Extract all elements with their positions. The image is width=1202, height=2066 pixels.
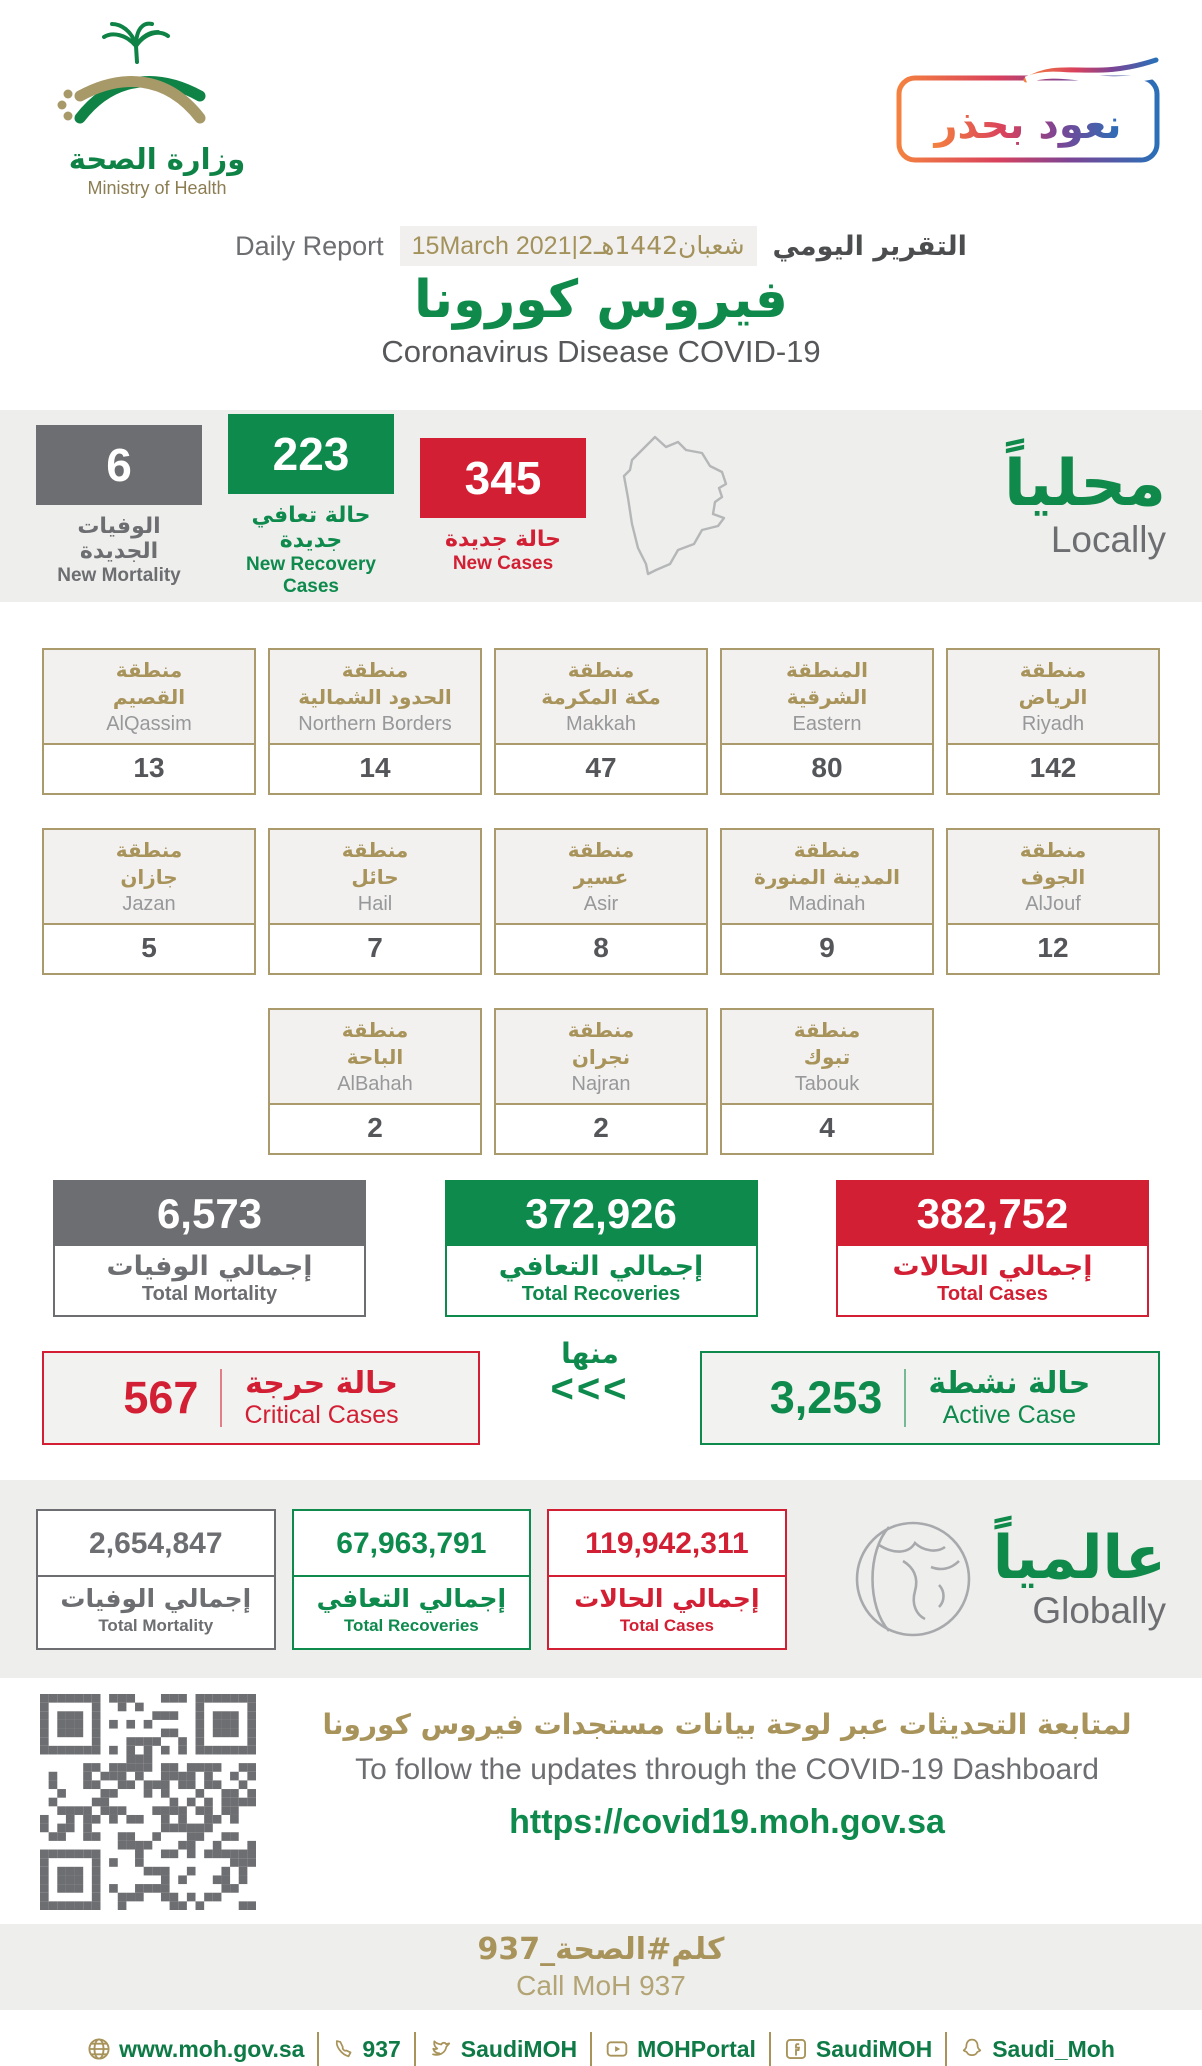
new-cases-label-ar: حالة جديدة	[445, 526, 561, 552]
region-case-count: 2	[593, 1112, 609, 1143]
return-with-caution-badge	[894, 52, 1164, 164]
divider	[414, 2032, 416, 2066]
global-cases-value: 119,942,311	[549, 1511, 785, 1577]
region-name-ar-line1: منطقة	[567, 1018, 635, 1042]
total-mortality-label-ar: إجمالي الوفيات	[106, 1251, 313, 1282]
total-recoveries-value: 372,926	[447, 1182, 756, 1246]
region-case-count: 12	[1037, 932, 1069, 963]
region-card-riyadh	[946, 648, 1160, 795]
logo-title-arabic: وزارة الصحة	[68, 142, 246, 176]
report-title-row	[0, 226, 1202, 266]
region-case-count: 13	[133, 752, 165, 783]
region-card-asir	[494, 828, 708, 975]
region-name-en: Najran	[571, 1073, 631, 1095]
divider	[904, 1369, 906, 1427]
region-name-ar-line1: منطقة	[567, 658, 635, 682]
critical-active-row	[42, 1337, 1160, 1445]
region-name-en: Asir	[583, 893, 619, 915]
dashboard-section	[0, 1694, 1202, 1910]
report-date-hijri: 2شعبان1442هـ	[577, 231, 745, 260]
new-mortality-stat	[36, 425, 202, 587]
moh-logo	[52, 22, 262, 199]
footer-link-youtube[interactable]	[605, 2036, 756, 2063]
total-recoveries-label-en: Total Recoveries	[521, 1283, 681, 1305]
chevrons-left-icon: <<<	[550, 1367, 630, 1411]
region-card-hail	[268, 828, 482, 975]
region-name-ar-line1: منطقة	[341, 658, 409, 682]
footer-link-label: Saudi_Moh	[992, 2035, 1115, 2062]
region-case-count: 80	[811, 752, 843, 783]
region-card-tabouk	[720, 1008, 934, 1155]
region-card-alqassim	[42, 648, 256, 795]
region-name-ar-line2: الباحة	[346, 1045, 404, 1069]
header	[0, 0, 1202, 222]
global-recoveries-box	[292, 1509, 532, 1650]
footer-link-website[interactable]	[87, 2036, 304, 2063]
global-recoveries-label-en: Total Recoveries	[343, 1615, 479, 1635]
region-case-count: 47	[585, 752, 617, 783]
new-mortality-value: 6	[36, 425, 202, 505]
region-name-en: Eastern	[792, 713, 862, 735]
globe-icon	[87, 2037, 111, 2061]
divider	[590, 2032, 592, 2066]
totals-row	[53, 1180, 1149, 1317]
divider	[769, 2032, 771, 2066]
report-date-gregorian: 15March 2021	[411, 232, 572, 260]
globally-section	[0, 1480, 1202, 1678]
global-cases-box	[547, 1509, 787, 1650]
daily-report-label-ar: التقرير اليومي	[772, 230, 967, 262]
region-name-en: Makkah	[565, 713, 637, 735]
region-name-ar-line1: منطقة	[793, 838, 861, 862]
new-recoveries-stat	[228, 414, 394, 598]
footer-contact-bar	[0, 2032, 1202, 2066]
critical-cases-value: 567	[123, 1372, 199, 1423]
phone-icon	[332, 2038, 354, 2060]
dashboard-line-ar: لمتابعة التحديثات عبر لوحة بيانات مستجدات فيروس كورونا	[322, 1708, 1132, 1741]
dashboard-url-link[interactable]: https://covid19.moh.gov.sa	[509, 1803, 945, 1841]
footer-link-twitter[interactable]	[429, 2036, 577, 2063]
call-moh-band	[0, 1924, 1202, 2010]
region-case-count: 9	[819, 932, 835, 963]
globe-icon	[849, 1515, 977, 1643]
footer-link-facebook[interactable]	[784, 2036, 932, 2063]
daily-report-label-en: Daily Report	[235, 230, 384, 261]
region-name-en: Hail	[357, 893, 393, 915]
regions-grid	[42, 648, 1160, 1155]
footer-link-label: SaudiMOH	[815, 2035, 933, 2062]
region-case-count: 5	[141, 932, 157, 963]
global-mortality-box	[36, 1509, 276, 1650]
region-card-northern-borders	[268, 648, 482, 795]
active-cases-box	[700, 1351, 1160, 1445]
globally-heading-en: Globally	[1032, 1589, 1166, 1631]
region-name-ar-line2: الرياض	[1018, 685, 1088, 709]
locally-heading-en: Locally	[1050, 518, 1166, 560]
snapchat-icon	[960, 2037, 984, 2061]
report-date	[400, 226, 757, 266]
region-card-najran	[494, 1008, 708, 1155]
region-name-ar-line2: عسير	[573, 865, 629, 889]
twitter-icon	[429, 2037, 453, 2061]
call-moh-ar: كلم#الصحة_937	[477, 1932, 725, 1967]
global-cases-label-ar: إجمالي الحالات	[574, 1583, 760, 1613]
total-mortality-label-en: Total Mortality	[141, 1283, 278, 1305]
region-card-makkah	[494, 648, 708, 795]
footer-link-label: 937	[362, 2035, 401, 2062]
region-name-ar-line1: منطقة	[793, 1018, 861, 1042]
region-name-ar-line2: مكة المكرمة	[541, 685, 661, 709]
global-mortality-value: 2,654,847	[38, 1511, 274, 1577]
of-which-label-ar: منها	[561, 1337, 619, 1370]
critical-cases-label-ar: حالة حرجة	[245, 1366, 398, 1401]
logo-title-english: Ministry of Health	[87, 178, 227, 198]
footer-link-snapchat[interactable]	[960, 2036, 1115, 2063]
critical-cases-box	[42, 1351, 480, 1445]
date-separator: |	[571, 232, 578, 260]
total-cases-label-en: Total Cases	[937, 1283, 1048, 1305]
region-name-ar-line2: المدينة المنورة	[754, 865, 900, 889]
region-case-count: 14	[359, 752, 391, 783]
region-name-ar-line2: القصيم	[112, 685, 186, 709]
region-name-ar-line2: نجران	[571, 1045, 631, 1069]
total-cases-value: 382,752	[838, 1182, 1147, 1246]
region-name-en: AlJouf	[1025, 893, 1081, 915]
region-card-albahah	[268, 1008, 482, 1155]
new-recoveries-value: 223	[228, 414, 394, 494]
active-cases-label-en: Active Case	[942, 1401, 1076, 1429]
global-cases-label-en: Total Cases	[619, 1615, 714, 1635]
globally-heading	[992, 1522, 1166, 1632]
new-mortality-label-ar: الوفيات الجديدة	[77, 514, 161, 564]
globally-heading-ar: عالمياً	[992, 1522, 1166, 1593]
region-name-ar-line1: المنطقة	[786, 658, 868, 682]
divider	[945, 2032, 947, 2066]
region-name-en: AlQassim	[106, 713, 192, 735]
poster-title-arabic: فيروس كورونا	[414, 270, 788, 330]
region-card-aljouf	[946, 828, 1160, 975]
region-case-count: 7	[367, 932, 383, 963]
region-name-ar-line1: منطقة	[115, 838, 183, 862]
divider	[317, 2032, 319, 2066]
locally-heading-ar: محلياً	[1003, 447, 1166, 522]
total-mortality-value: 6,573	[55, 1182, 364, 1246]
footer-link-label: MOHPortal	[637, 2035, 756, 2062]
active-cases-value: 3,253	[769, 1372, 883, 1423]
region-name-ar-line2: الجوف	[1020, 865, 1086, 889]
total-cases-label-ar: إجمالي الحالات	[892, 1251, 1093, 1282]
active-cases-label-ar: حالة نشطة	[928, 1366, 1091, 1401]
region-name-ar-line1: منطقة	[115, 658, 183, 682]
new-cases-stat	[420, 438, 586, 575]
qr-code	[40, 1694, 256, 1910]
region-name-en: Northern Borders	[298, 713, 452, 735]
locally-heading	[1003, 447, 1166, 560]
region-name-en: AlBahah	[337, 1073, 413, 1095]
region-name-en: Madinah	[788, 893, 866, 915]
of-which-indicator	[480, 1337, 700, 1411]
call-moh-en: Call MoH 937	[516, 1970, 686, 2001]
region-name-ar-line1: منطقة	[341, 1018, 409, 1042]
new-cases-label-en: New Cases	[452, 552, 554, 574]
region-case-count: 8	[593, 932, 609, 963]
footer-link-label: www.moh.gov.sa	[119, 2035, 305, 2062]
moh-logo-icon	[52, 22, 222, 140]
critical-cases-label-en: Critical Cases	[244, 1401, 399, 1429]
region-name-ar-line1: منطقة	[1019, 658, 1087, 682]
region-case-count: 142	[1029, 752, 1077, 783]
new-recoveries-label-en: New Recovery Cases	[246, 554, 376, 597]
global-recoveries-value: 67,963,791	[294, 1511, 530, 1577]
region-name-en: Riyadh	[1021, 713, 1085, 735]
region-case-count: 4	[819, 1112, 835, 1143]
dashboard-text	[292, 1708, 1162, 1842]
new-cases-value: 345	[420, 438, 586, 518]
region-name-en: Jazan	[122, 893, 176, 915]
locally-section	[0, 410, 1202, 602]
footer-link-phone[interactable]	[332, 2036, 400, 2063]
total-cases-box	[836, 1180, 1149, 1317]
total-recoveries-box	[445, 1180, 758, 1317]
region-card-madinah	[720, 828, 934, 975]
region-name-ar-line1: منطقة	[341, 838, 409, 862]
divider	[220, 1369, 222, 1427]
region-name-ar-line2: جازان	[120, 865, 178, 889]
dashboard-line-en: To follow the updates through the COVID-19 Dashboard	[355, 1753, 1099, 1786]
region-card-jazan	[42, 828, 256, 975]
region-name-ar-line2: حائل	[351, 865, 399, 889]
region-name-en: Tabouk	[794, 1073, 860, 1095]
global-recoveries-label-ar: إجمالي التعافي	[316, 1583, 507, 1613]
total-mortality-box	[53, 1180, 366, 1317]
total-recoveries-label-ar: إجمالي التعافي	[498, 1251, 704, 1282]
facebook-icon	[784, 2037, 808, 2061]
youtube-icon	[605, 2037, 629, 2061]
footer-link-label: SaudiMOH	[460, 2035, 578, 2062]
region-card-eastern	[720, 648, 934, 795]
saudi-arabia-map-icon	[618, 422, 768, 590]
new-mortality-label-en: New Mortality	[57, 565, 181, 586]
region-name-ar-line2: تبوك	[803, 1045, 851, 1069]
new-recoveries-label-ar: حالة تعافي جديدة	[251, 503, 371, 553]
region-name-ar-line2: الحدود الشمالية	[298, 685, 452, 709]
global-mortality-label-en: Total Mortality	[98, 1615, 214, 1635]
global-mortality-label-ar: إجمالي الوفيات	[60, 1583, 252, 1613]
region-name-ar-line1: منطقة	[567, 838, 635, 862]
region-case-count: 2	[367, 1112, 383, 1143]
region-name-ar-line2: الشرقية	[786, 685, 868, 709]
poster-title-english: Coronavirus Disease COVID-19	[381, 334, 821, 369]
svg-text:نعود بحذر: نعود بحذر	[934, 102, 1122, 148]
region-name-ar-line1: منطقة	[1019, 838, 1087, 862]
